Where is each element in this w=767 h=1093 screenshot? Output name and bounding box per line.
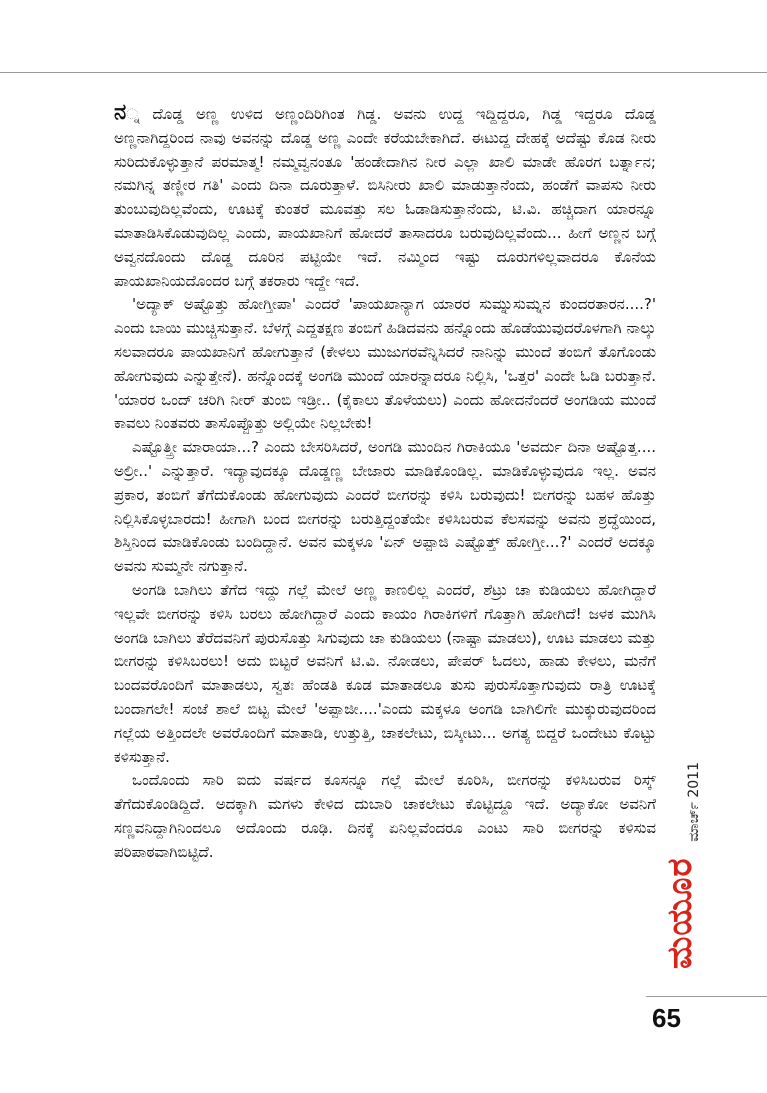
magazine-logo: ಮಯೂರ [660, 857, 700, 969]
top-rule [0, 72, 767, 73]
page-number: 65 [652, 1003, 681, 1033]
paragraph: ಅಂಗಡಿ ಬಾಗಿಲು ತೆಗೆದ ಇದ್ದು ಗಲ್ಲೆ ಮೇಲೆ ಅಣ್ಣ ಕಾಣಲಿಲ್ಲ ಎಂದರೆ, ಶೆಟ್ರು ಚಾ ಕುಡಿಯಲು ಹೋಗಿದ್ದಾರೆ ಇಲ್ಲವೇ ಬೀಗರನ್ನು ಕಳಿಸಿ ಬರಲು ಹೋಗಿದ್ದಾರೆ ಎಂದು ಕಾಯಂ ಗಿರಾಕಿಗಳಿಗೆ ಗೊತ್ತಾಗಿ ಹೋಗಿದೆ! ಜಳಕ ಮುಗಿಸಿ ಅಂಗಡಿ ಬಾಗಿಲು ತೆರೆದವನಿಗೆ ಪುರುಸೊತ್ತು ಸಿಗುವುದು ಚಾ ಕುಡಿಯಲು (ನಾಷ್ಟಾ ಮಾಡಲು), ಊಟ ಮಾಡಲು ಮತ್ತು ಬೀಗರನ್ನು ಕಳಿಸಿಬರಲು! ಅದು ಬಿಟ್ಟರೆ ಅವನಿಗೆ ಟಿ.ವಿ. ನೋಡಲು, ಪೇಪರ್ ಓದಲು, ಹಾಡು ಕೇಳಲು, ಮನೆಗೆ ಬಂದವರೊಂದಿಗೆ ಮಾತಾಡಲು, ಸ್ವತಃ ಹೆಂಡತಿ ಕೂಡ ಮಾತಾಡಲೂ ತುಸು ಪುರುಸೊತ್ತಾಗುವುದು ರಾತ್ರಿ ಊಟಕ್ಕೆ ಬಂದಾಗಲೇ! ಸಂಜೆ ಶಾಲೆ ಬಿಟ್ಟ ಮೇಲೆ 'ಅಪ್ಪಾಜೀ....'ಎಂದು ಮಕ್ಕಳೂ ಅಂಗಡಿ ಬಾಗಿಲಿಗೇ ಮುಕ್ಕುರುವುದರಿಂದ ಗಲ್ಲೆಯ ಅತ್ತಿಂದಲೇ ಅವರೊಂದಿಗೆ ಮಾತಾಡಿ, ಉತ್ತುತ್ತಿ, ಚಾಕಲೇಟು, ಬಿಸ್ಕೀಟು... ಅಗತ್ಯ ಬಿದ್ದರೆ ಒಂದೇಟು ಕೊಟ್ಟು ಕಳಿಸುತ್ತಾನೆ. [114, 580, 656, 766]
paragraph: ಎಷ್ಟೊತ್ತ್ರೀ ಮಾರಾಯಾ...? ಎಂದು ಬೇಸರಿಸಿದರೆ, ಅಂಗಡಿ ಮುಂದಿನ ಗಿರಾಕಿಯೂ 'ಅವರ್ದು ದಿನಾ ಅಷ್ಟೊತ್ತ.... ಅಲ್ರೀ..' ಎನ್ನುತ್ತಾರೆ. ಇದ್ಯಾವುದಕ್ಕೂ ದೊಡ್ಡಣ್ಣ ಬೇಜಾರು ಮಾಡಿಕೊಂಡಿಲ್ಲ. ಮಾಡಿಕೊಳ್ಳುವುದೂ ಇಲ್ಲ. ಅವನ ಪ್ರಕಾರ, ತಂಬಿಗೆ ತೆಗೆದುಕೊಂಡು ಹೋಗುವುದು ಎಂದರೆ ಬೀಗರನ್ನು ಕಳಿಸಿ ಬರುವುದು! ಬೀಗರನ್ನು ಬಹಳ ಹೊತ್ತು ನಿಲ್ಲಿಸಿಕೊಳ್ಳಬಾರದು! ಹೀಗಾಗಿ ಬಂದ ಬೀಗರನ್ನು ಬರುತ್ತಿದ್ದಂತೆಯೇ ಕಳಿಸಿಬರುವ ಕೆಲಸವನ್ನು ಅವನು ಶ್ರದ್ಧೆಯಿಂದ, ಶಿಸ್ತಿನಿಂದ ಮಾಡಿಕೊಂಡು ಬಂದಿದ್ದಾನೆ. ಅವನ ಮಕ್ಕಳೂ 'ಏನ್ ಅಪ್ಪಾಜಿ ಎಷ್ಟೊತ್ತ್ ಹೋಗ್ತೀ...?' ಎಂದರೆ ಅದಕ್ಕೂ ಅವನು ಸುಮ್ಮನೇ ನಗುತ್ತಾನೆ. [114, 438, 656, 576]
paragraph [114, 102, 656, 293]
paragraph: 'ಅದ್ಯಾಕ್ ಅಷ್ಟೊತ್ತು ಹೋಗ್ತೀಪಾ' ಎಂದರೆ 'ಪಾಯಖಾನ್ಯಾಗ ಯಾರರ ಸುಮ್ನುಸುಮ್ನನ ಕುಂದರತಾರನ....?' ಎಂದು ಬಾಯಿ ಮುಚ್ಚಿಸುತ್ತಾನೆ. ಬೆಳಗ್ಗೆ ಎದ್ದತಕ್ಷಣ ತಂಬಿಗೆ ಹಿಡಿದವನು ಹನ್ನೊಂದು ಹೊಡೆಯುವುದರೊಳಗಾಗಿ ನಾಲ್ಕು ಸಲವಾದರೂ ಪಾಯಖಾನಿಗೆ ಹೋಗುತ್ತಾನೆ (ಕೇಳಲು ಮುಜುಗರವೆನ್ನಿಸಿದರೆ ನಾನಿನ್ನು ಮುಂದೆ ತಂಬಿಗೆ ತೊಗೊಂಡು ಹೋಗುವುದು ಎನ್ನುತ್ತೇನೆ). ಹನ್ನೊಂದಕ್ಕೆ ಅಂಗಡಿ ಮುಂದೆ ಯಾರನ್ನಾದರೂ ನಿಲ್ಲಿಸಿ, 'ಒತ್ತರ' ಎಂದೇ ಓಡಿ ಬರುತ್ತಾನೆ. 'ಯಾರರ ಒಂದ್ ಚರಿಗಿ ನೀರ್ ತುಂಬಿ ಇಡ್ರೀ.. (ಕೈಕಾಲು ತೊಳೆಯಲು) ಎಂದು ಹೋದನೆಂದರೆ ಅಂಗಡಿಯ ಮುಂದೆ ಕಾವಲು ನಿಂತವರು ತಾಸೊಪ್ಪೊತ್ತು ಅಲ್ಲಿಯೇ ನಿಲ್ಲಬೇಕು! [114, 295, 656, 433]
drop-cap: ನ [114, 100, 127, 125]
issue-date: ಮಾರ್ಚ್ 2011 [686, 762, 702, 842]
paragraph-text: ್ನ ದೊಡ್ಡ ಅಣ್ಣ ಉಳಿದ ಅಣ್ಣಂದಿರಿಗಿಂತ ಗಿಡ್ಡ. ಅವನು ಉದ್ದ ಇದ್ದಿದ್ದರೂ, ಗಿಡ್ಡ ಇದ್ದರೂ ದೊಡ್ಡ ಅಣ್ಣನಾಗಿದ್ದರಿಂದ ನಾವು ಅವನನ್ನು ದೊಡ್ಡ ಅಣ್ಣ ಎಂದೇ ಕರೆಯಬೇಕಾಗಿದೆ. ಈಟುದ್ದ ದೇಹಕ್ಕೆ ಅದೆಷ್ಟು ಕೊಡ ನೀರು ಸುರಿದುಕೊಳ್ಳುತ್ತಾನೆ ಪರಮಾತ್ಮ! ನಮ್ಮವ್ವನಂತೂ 'ಹಂಡೇದಾಗಿನ ನೀರ ಎಲ್ಲಾ ಖಾಲಿ ಮಾಡೇ ಹೊರಗ ಬರ್ತ್ನಾನ; ನಮಗಿನ್ನ ತಣ್ಣೀರ ಗತಿ' ಎಂದು ದಿನಾ ದೂರುತ್ತಾಳೆ. ಬಿಸಿನೀರು ಖಾಲಿ ಮಾಡುತ್ತಾನೆಂದು, ಹಂಡೆಗೆ ವಾಪಸು ನೀರು ತುಂಬುವುದಿಲ್ಲವೆಂದು, ಊಟಕ್ಕೆ ಕುಂತರೆ ಮೂವತ್ತು ಸಲ ಓಡಾಡಿಸುತ್ತಾನೆಂದು, ಟಿ.ವಿ. ಹಚ್ಚಿದಾಗ ಯಾರನ್ನೂ ಮಾತಾಡಿಸಿಕೊಡುವುದಿಲ್ಲ ಎಂದು, ಪಾಯಖಾನಿಗೆ ಹೋದರೆ ತಾಸಾದರೂ ಬರುವುದಿಲ್ಲವೆಂದು... ಹೀಗೆ ಅಣ್ಣನ ಬಗ್ಗೆ ಅವ್ವನದೊಂದು ದೊಡ್ಡ ದೂರಿನ ಪಟ್ಟಿಯೇ ಇದೆ. ನಮ್ಮಿಂದ ಇಷ್ಟು ದೂರುಗಳಿಲ್ಲವಾದರೂ ಕೊನೆಯ ಪಾಯಖಾನಿಯದೊಂದರ ಬಗ್ಗೆ ತಕರಾರು ಇದ್ದೇ ಇದೆ. [114, 105, 656, 290]
sidebar [656, 752, 714, 972]
paragraph: ಒಂದೊಂದು ಸಾರಿ ಐದು ವರ್ಷದ ಕೂಸನ್ನೂ ಗಲ್ಲೆ ಮೇಲೆ ಕೂರಿಸಿ, ಬೀಗರನ್ನು ಕಳಿಸಿಬರುವ ರಿಸ್ಕ್ ತೆಗೆದುಕೊಂಡಿದ್ದಿದೆ. ಅದಕ್ಕಾಗಿ ಮಗಳು ಕೇಳಿದ ದುಬಾರಿ ಚಾಕಲೇಟು ಕೊಟ್ಟಿದ್ದೂ ಇದೆ. ಅದ್ಯಾಕೋ ಅವನಿಗೆ ಸಣ್ಣವನಿದ್ದಾಗಿನಿಂದಲೂ ಅದೊಂದು ರೂಢಿ. ದಿನಕ್ಕೆ ಏನಿಲ್ಲವೆಂದರೂ ಎಂಟು ಸಾರಿ ಬೀಗರನ್ನು ಕಳಿಸುವ ಪರಿಪಾಠವಾಗಿಬಿಟ್ಟಿದೆ. [114, 771, 656, 861]
footer-rule [646, 996, 767, 997]
article-body [114, 102, 656, 865]
